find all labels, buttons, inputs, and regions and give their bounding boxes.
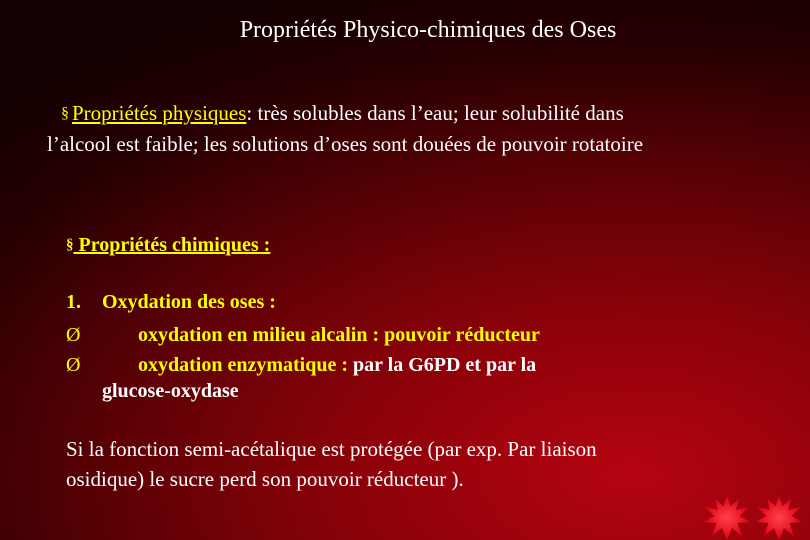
list-number: 1. (66, 291, 81, 313)
chemical-properties-label: Propriétés chimiques : (73, 234, 271, 256)
physical-properties-text-1: : très solubles dans l’eau; leur solubilité dans (246, 101, 624, 125)
note-line-1: Si la fonction semi-acétalique est protégée (par exp. Par liaison (66, 437, 597, 461)
physical-properties-text-2: l’alcool est faible; les solutions d’oses sont douées de pouvoir rotatoire (47, 132, 644, 156)
list-item-text-white: par la G6PD et par la (353, 354, 537, 376)
bullet-marker: § (61, 105, 69, 122)
note-paragraph (66, 434, 706, 494)
slide-title: Propriétés Physico-chimiques des Oses (239, 17, 617, 43)
list-item (66, 320, 540, 351)
arrow-bullet-icon: Ø (66, 354, 81, 376)
burst-star-icon (756, 496, 802, 540)
oxidation-title: Oxydation des oses : (102, 291, 276, 313)
physical-properties-paragraph (47, 98, 747, 159)
chemical-properties-heading (66, 234, 270, 257)
bullet-marker: § (66, 237, 74, 253)
list-item-text: oxydation en milieu alcalin : pouvoir réducteur (138, 324, 540, 346)
oxidation-heading (66, 291, 276, 314)
list-item (66, 350, 536, 381)
physical-properties-label: Propriétés physiques (72, 101, 247, 125)
list-item-continuation: glucose-oxydase (102, 380, 239, 402)
burst-star-icon (704, 496, 750, 540)
note-line-2: osidique) le sucre perd son pouvoir réducteur ). (66, 467, 464, 491)
list-item-text: oxydation enzymatique : (138, 354, 353, 376)
arrow-bullet-icon: Ø (66, 324, 81, 346)
